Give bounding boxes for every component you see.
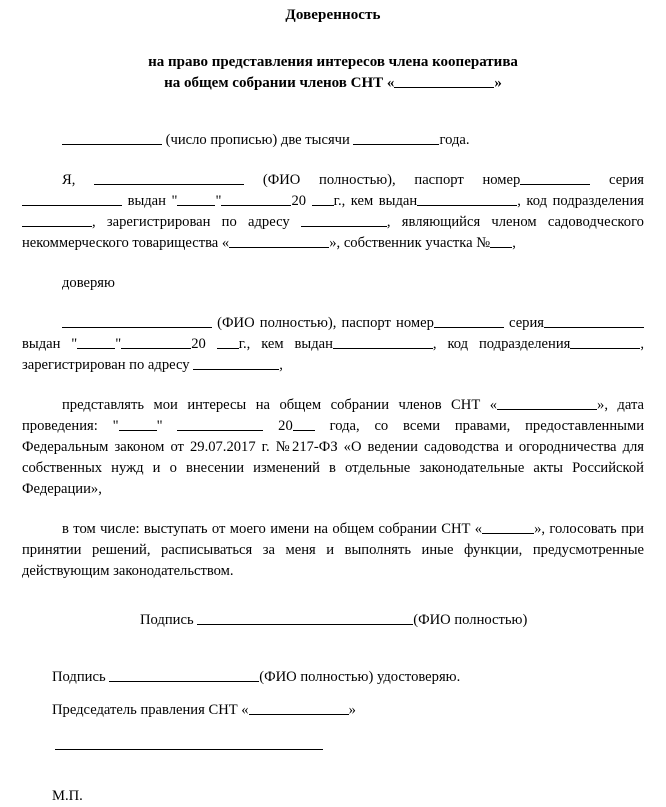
principal-name-caption: (ФИО полностью), паспорт номер [244,172,521,188]
principal-plot-number-blank[interactable] [490,233,512,248]
powers-snt-name-blank[interactable] [497,395,597,410]
representative-address-blank[interactable] [193,355,279,370]
date-year-caption: года. [439,132,470,148]
principal-year-prefix: 20 [291,193,307,209]
date-year-blank[interactable] [353,130,439,145]
representative-issue-month-blank[interactable] [121,334,191,349]
representative-issue-day-blank[interactable] [77,334,115,349]
date-day-caption: (число прописью) две тысячи [162,132,354,148]
representative-paragraph [22,313,644,376]
principal-division-code-blank[interactable] [22,212,92,227]
principal-snt-name-blank[interactable] [229,233,329,248]
principal-registered-label: , зарегистрирован по адресу [92,214,301,230]
chairman-prefix: Председатель правления СНТ « [52,702,249,718]
principal-passport-number-blank[interactable] [520,170,590,185]
chairman-suffix: » [348,702,356,718]
powers-lead: представлять мои интересы на общем собрании членов СНТ « [62,397,498,413]
document-subtitle [22,52,644,94]
subtitle-line-2 [22,73,644,94]
representative-issued-label: выдан " [22,336,78,352]
certifier-signature-line [22,667,644,688]
snt-name-blank-title[interactable] [394,73,494,88]
representative-registered-label: , зарегистрирован по адресу [22,336,645,373]
subtitle-line-1: на право представления интересов члена кооператива [148,54,518,70]
representative-year-prefix: 20 [191,336,206,352]
powers-after-snt: », дата проведения: " [22,397,644,434]
including-tail: », голосовать при принятии решений, расписываться за меня и выполнять иные функции, предусмотренные действующим законодательством. [22,521,644,579]
principal-issue-day-blank[interactable] [177,191,215,206]
subtitle-snt-prefix: на общем собрании членов СНТ « [164,75,395,91]
meeting-day-blank[interactable] [119,416,157,431]
document-date-line [22,130,644,151]
including-paragraph [22,519,644,582]
representative-issue-year-blank[interactable] [217,334,239,349]
meeting-month-blank[interactable] [177,416,263,431]
date-day-blank[interactable] [62,130,162,145]
signature-caption-1: (ФИО полностью) [413,612,528,628]
signature-label-1: Подпись [140,612,198,628]
principal-member-text: , являющийся членом садоводческого некоммерческого товарищества « [22,214,644,251]
principal-plot-tail: , [512,235,516,251]
principal-issued-label: выдан " [127,193,178,209]
principal-issuer-blank[interactable] [417,191,517,206]
principal-year-suffix: г., кем выдан [333,193,418,209]
powers-year-prefix: 20 [263,418,293,434]
representative-division-label: , код подразделения [432,336,571,352]
meeting-year-blank[interactable] [293,416,315,431]
principal-signature-blank[interactable] [197,610,413,625]
principal-name-blank[interactable] [94,170,244,185]
powers-paragraph [22,395,644,500]
signature-label-2: Подпись [52,669,110,685]
certifier-signature-blank[interactable] [109,667,259,682]
representative-name-blank[interactable] [62,313,212,328]
principal-signature-line [22,610,644,631]
page-title: Доверенность [285,7,381,23]
powers-date-quote: " [156,418,178,434]
subtitle-snt-suffix: » [494,75,502,91]
signature-caption-2: (ФИО полностью) удостоверяю. [259,669,461,685]
principal-issued-quote: " [215,193,222,209]
representative-passport-series-blank[interactable] [544,313,644,328]
seal-mark: М.П. [52,788,83,804]
principal-address-blank[interactable] [301,212,387,227]
principal-lead: Я, [62,172,95,188]
principal-paragraph [22,170,644,254]
representative-issuer-blank[interactable] [333,334,433,349]
chairman-snt-name-blank[interactable] [249,700,349,715]
representative-registered-tail: , [279,357,283,373]
principal-division-label: , код подразделения [517,193,644,209]
representative-name-caption: (ФИО полностью), паспорт номер [212,315,434,331]
representative-passport-number-blank[interactable] [434,313,504,328]
principal-plot-text: », собственник участка № [329,235,491,251]
principal-issue-month-blank[interactable] [221,191,291,206]
representative-series-label: серия [503,315,545,331]
including-snt-name-blank[interactable] [482,519,534,534]
powers-law-text: года, со всеми правами, предоставленными Федеральным законом от 29.07.2017 г. №217-ФЗ «О ведении садоводства и огородничества для собственных нужд и о внесении изменений в отдельные законодательные акты Российской Федерации», [22,418,645,497]
representative-year-suffix: г., кем выдан [238,336,333,352]
including-lead: в том числе: выступать от моего имени на общем собрании СНТ « [62,521,483,537]
representative-issued-quote: " [115,336,122,352]
principal-series-label: серия [590,172,644,188]
principal-passport-series-blank[interactable] [22,191,122,206]
principal-issue-year-blank[interactable] [312,191,334,206]
chairman-line [22,700,644,721]
entrust-word: доверяю [62,275,115,291]
representative-division-code-blank[interactable] [570,334,640,349]
